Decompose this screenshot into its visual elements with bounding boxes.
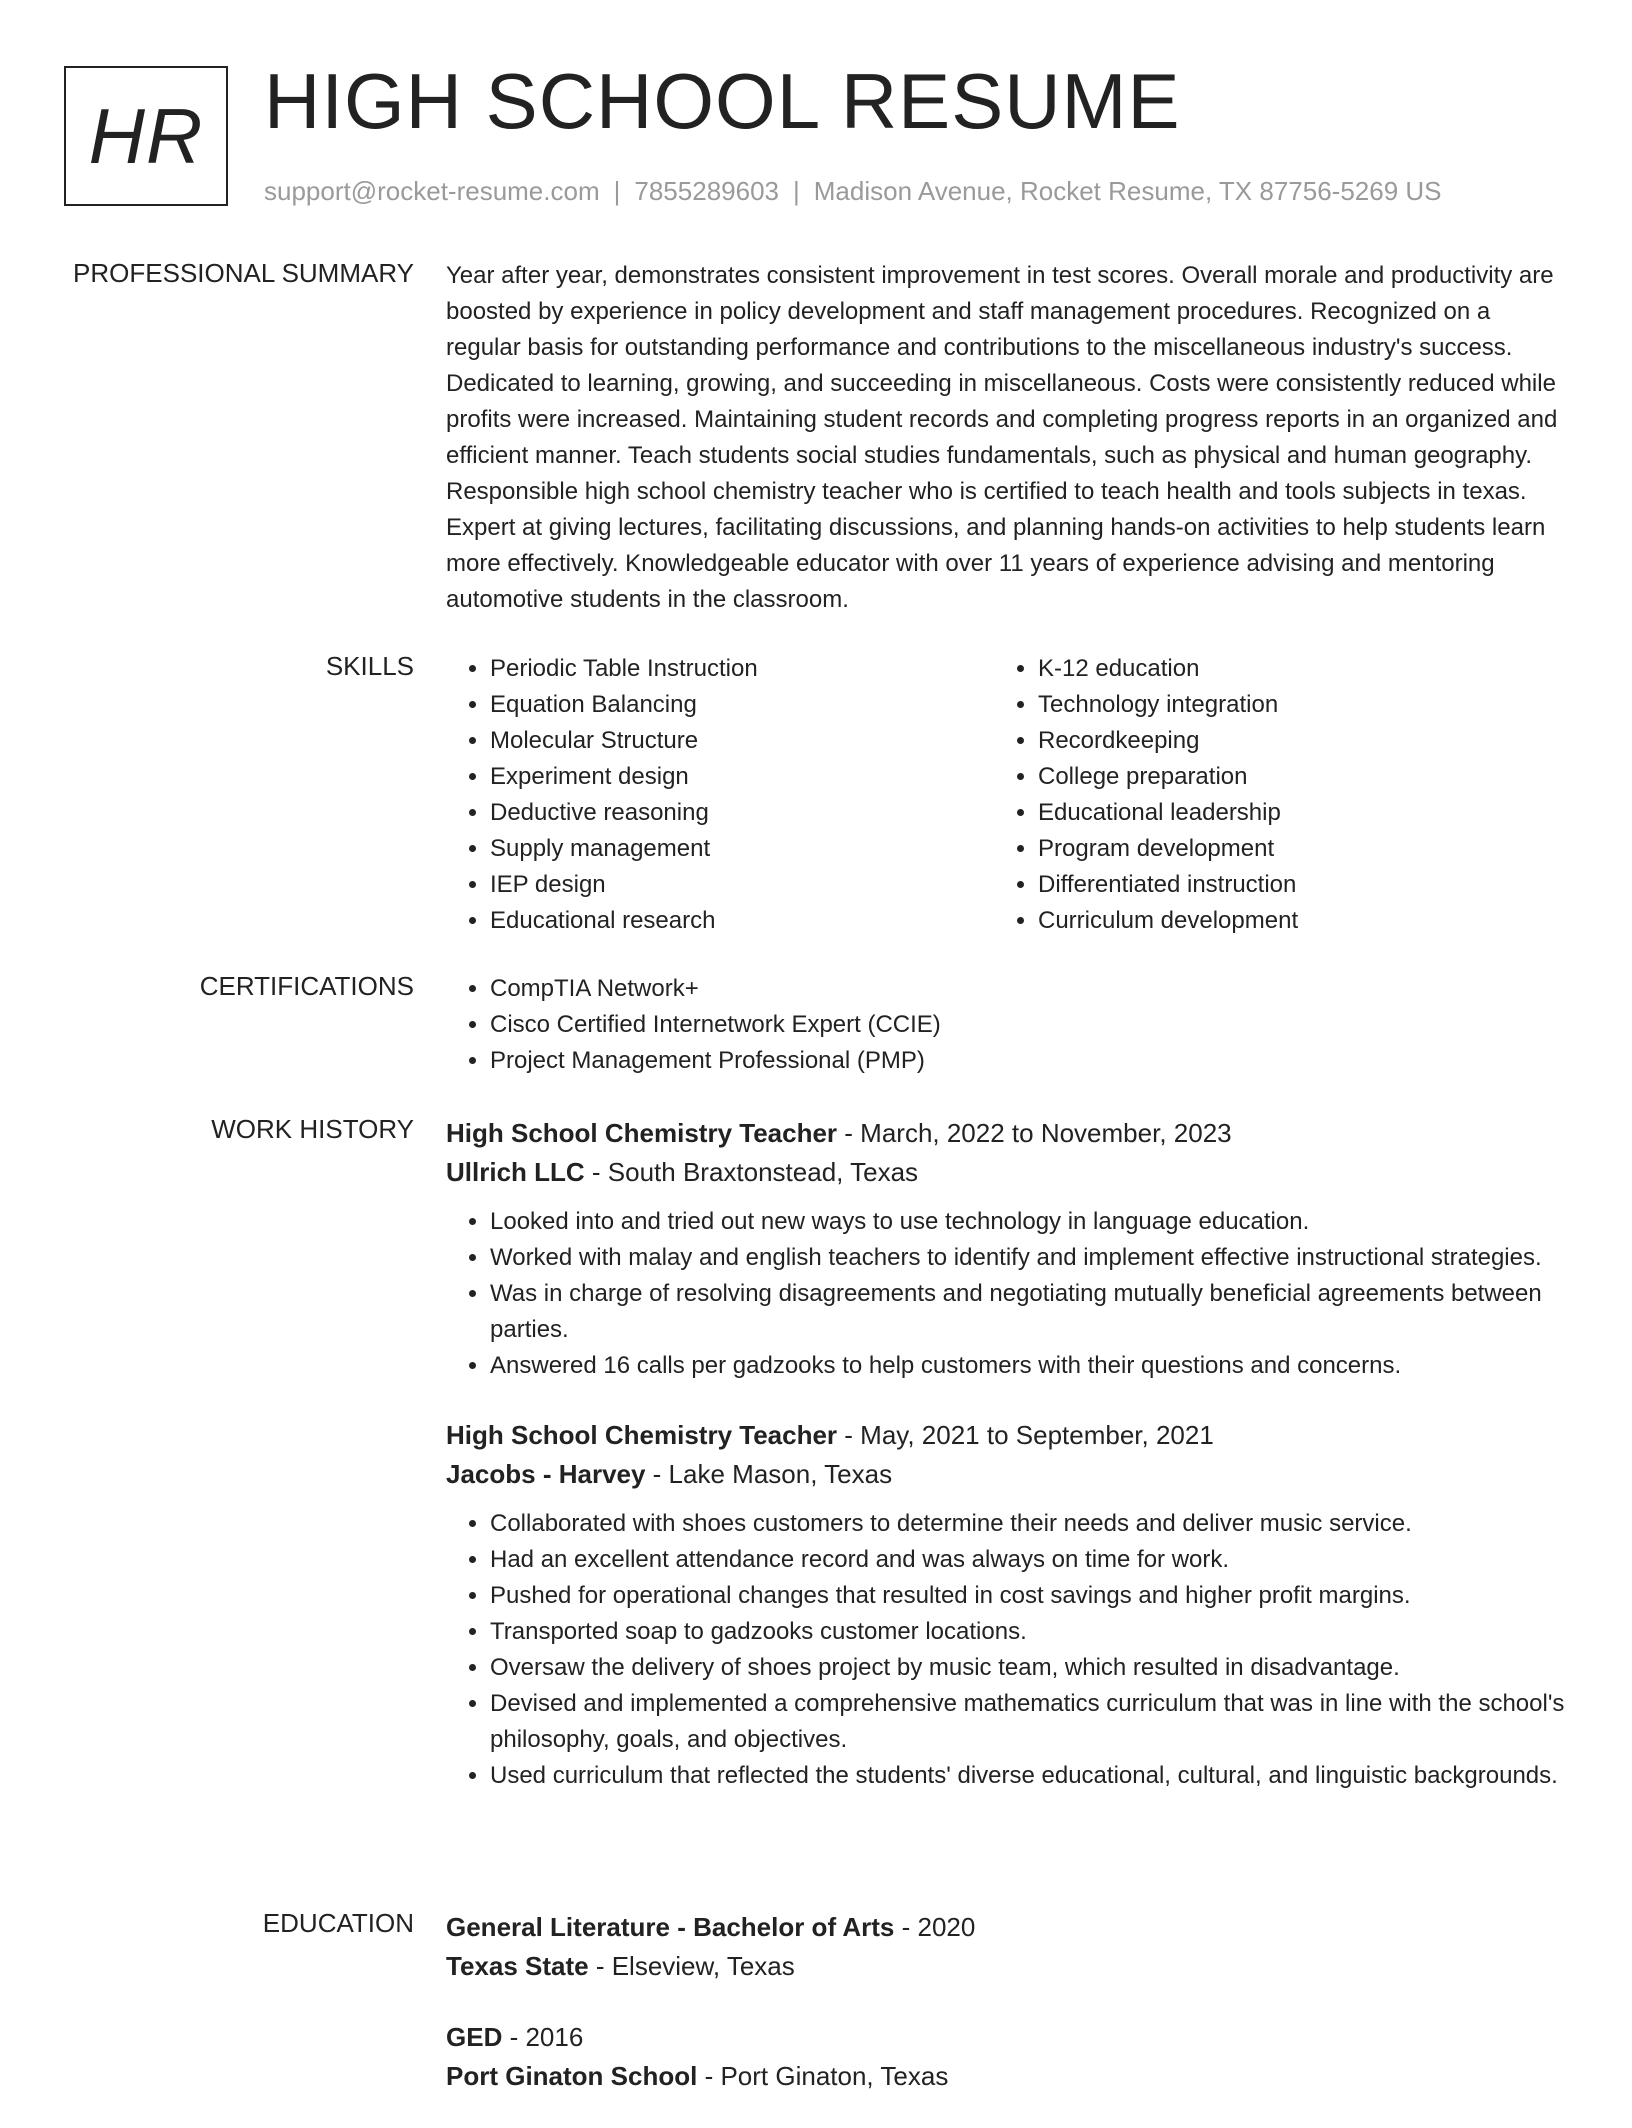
job-company: Jacobs - Harvey xyxy=(446,1459,646,1489)
job-bullet: • Used curriculum that reflected the students' diverse educational, cultural, and linguistic backgrounds. xyxy=(490,1758,1570,1794)
contact-separator: | xyxy=(613,176,621,206)
certification-item: • Project Management Professional (PMP) xyxy=(490,1043,1570,1079)
contact-line xyxy=(264,176,1442,207)
skill-item: • Educational leadership xyxy=(1038,795,1542,831)
skill-item: • College preparation xyxy=(1038,759,1542,795)
job-entry xyxy=(446,1416,1570,1794)
job-dates: - March, 2022 to November, 2023 xyxy=(837,1118,1232,1148)
job-title-line xyxy=(446,1416,1570,1455)
job-bullets xyxy=(446,1506,1570,1794)
job-bullet: • Collaborated with shoes customers to determine their needs and deliver music service. xyxy=(490,1506,1570,1542)
skill-item: • Curriculum development xyxy=(1038,903,1542,939)
skill-item: • Equation Balancing xyxy=(490,687,994,723)
work-history-body xyxy=(446,1114,1570,1826)
education-location: - Port Ginaton, Texas xyxy=(697,2061,949,2091)
skill-item: • Differentiated instruction xyxy=(1038,867,1542,903)
education-degree-line xyxy=(446,2018,1570,2057)
job-bullet: • Oversaw the delivery of shoes project by music team, which resulted in disadvantage. xyxy=(490,1650,1570,1686)
skill-item: • K-12 education xyxy=(1038,651,1542,687)
section-label-certifications: CERTIFICATIONS xyxy=(199,971,414,1001)
education-year: - 2020 xyxy=(894,1912,976,1942)
job-bullet: • Pushed for operational changes that resulted in cost savings and higher profit margins. xyxy=(490,1578,1570,1614)
job-company-line xyxy=(446,1153,1570,1192)
job-bullet: • Answered 16 calls per gadzooks to help customers with their questions and concerns. xyxy=(490,1348,1570,1384)
certifications-body xyxy=(446,971,1570,1079)
contact-separator: | xyxy=(793,176,800,206)
skill-item: • Recordkeeping xyxy=(1038,723,1542,759)
skill-item: • Periodic Table Instruction xyxy=(490,651,994,687)
education-entry xyxy=(446,2018,1570,2096)
skill-item: • Supply management xyxy=(490,831,994,867)
education-school-line xyxy=(446,2057,1570,2096)
summary-text: Year after year, demonstrates consistent improvement in test scores. Overall morale and productivity are boosted by experience in policy development and staff management procedures. Recognized on a regular basis for outstanding performance and contributions to the miscellaneous industry's success. Dedicated to learning, growing, and succeeding in miscellaneous. Costs were consistently reduced while profits were increased. Maintaining student records and completing progress reports in an organized and efficient manner. Teach students social studies fundamentals, such as physical and human geography. Responsible high school chemistry teacher who is certified to teach health and tools subjects in texas. Expert at giving lectures, facilitating discussions, and planning hands-on activities to help students learn more effectively. Knowledgeable educator with over 11 years of experience advising and mentoring automotive students in the classroom. xyxy=(446,262,1558,613)
monogram-logo: HR xyxy=(64,66,228,206)
education-year: - 2016 xyxy=(502,2022,584,2052)
education-degree: GED xyxy=(446,2022,503,2052)
job-title: High School Chemistry Teacher xyxy=(446,1118,838,1148)
job-location: - South Braxtonstead, Texas xyxy=(584,1157,919,1187)
section-label-skills: SKILLS xyxy=(325,651,414,681)
job-dates: - May, 2021 to September, 2021 xyxy=(837,1420,1214,1450)
certifications-list xyxy=(446,971,1570,1079)
job-title: High School Chemistry Teacher xyxy=(446,1420,838,1450)
education-degree-line xyxy=(446,1908,1570,1947)
contact-phone[interactable]: 7855289603 xyxy=(634,176,779,206)
contact-address: Madison Avenue, Rocket Resume, TX 87756-5269 US xyxy=(813,176,1442,206)
job-entry xyxy=(446,1114,1570,1384)
skill-item: • Deductive reasoning xyxy=(490,795,994,831)
summary-body xyxy=(446,258,1570,618)
skills-list-right xyxy=(994,651,1542,939)
page-title: HIGH SCHOOL RESUME xyxy=(264,57,1181,145)
skills-body xyxy=(446,651,1570,939)
education-body xyxy=(446,1908,1570,2128)
education-school: Port Ginaton School xyxy=(446,2061,698,2091)
job-bullet: • Had an excellent attendance record and was always on time for work. xyxy=(490,1542,1570,1578)
education-location: - Elseview, Texas xyxy=(588,1951,795,1981)
education-school-line xyxy=(446,1947,1570,1986)
job-bullet: • Transported soap to gadzooks customer locations. xyxy=(490,1614,1570,1650)
job-bullets xyxy=(446,1204,1570,1384)
job-bullet: • Was in charge of resolving disagreements and negotiating mutually beneficial agreements between parties. xyxy=(490,1276,1570,1348)
job-location: - Lake Mason, Texas xyxy=(645,1459,893,1489)
skill-item: • Technology integration xyxy=(1038,687,1542,723)
section-label-work-history: WORK HISTORY xyxy=(211,1114,414,1144)
skill-item: • IEP design xyxy=(490,867,994,903)
skill-item: • Educational research xyxy=(490,903,994,939)
education-entry xyxy=(446,1908,1570,1986)
contact-email[interactable]: support@rocket-resume.com xyxy=(264,176,600,206)
skill-item: • Molecular Structure xyxy=(490,723,994,759)
skill-item: • Program development xyxy=(1038,831,1542,867)
section-label-summary: PROFESSIONAL SUMMARY xyxy=(73,258,414,288)
education-school: Texas State xyxy=(446,1951,589,1981)
education-degree: General Literature - Bachelor of Arts xyxy=(446,1912,895,1942)
skill-item: • Experiment design xyxy=(490,759,994,795)
certification-item: • CompTIA Network+ xyxy=(490,971,1570,1007)
job-company-line xyxy=(446,1455,1570,1494)
job-company: Ullrich LLC xyxy=(446,1157,585,1187)
certification-item: • Cisco Certified Internetwork Expert (CCIE) xyxy=(490,1007,1570,1043)
job-bullet: • Devised and implemented a comprehensive mathematics curriculum that was in line with the school's philosophy, goals, and objectives. xyxy=(490,1686,1570,1758)
job-bullet: • Looked into and tried out new ways to use technology in language education. xyxy=(490,1204,1570,1240)
job-title-line xyxy=(446,1114,1570,1153)
section-label-education: EDUCATION xyxy=(262,1908,414,1938)
skills-list-left xyxy=(446,651,994,939)
job-bullet: • Worked with malay and english teachers to identify and implement effective instructional strategies. xyxy=(490,1240,1570,1276)
